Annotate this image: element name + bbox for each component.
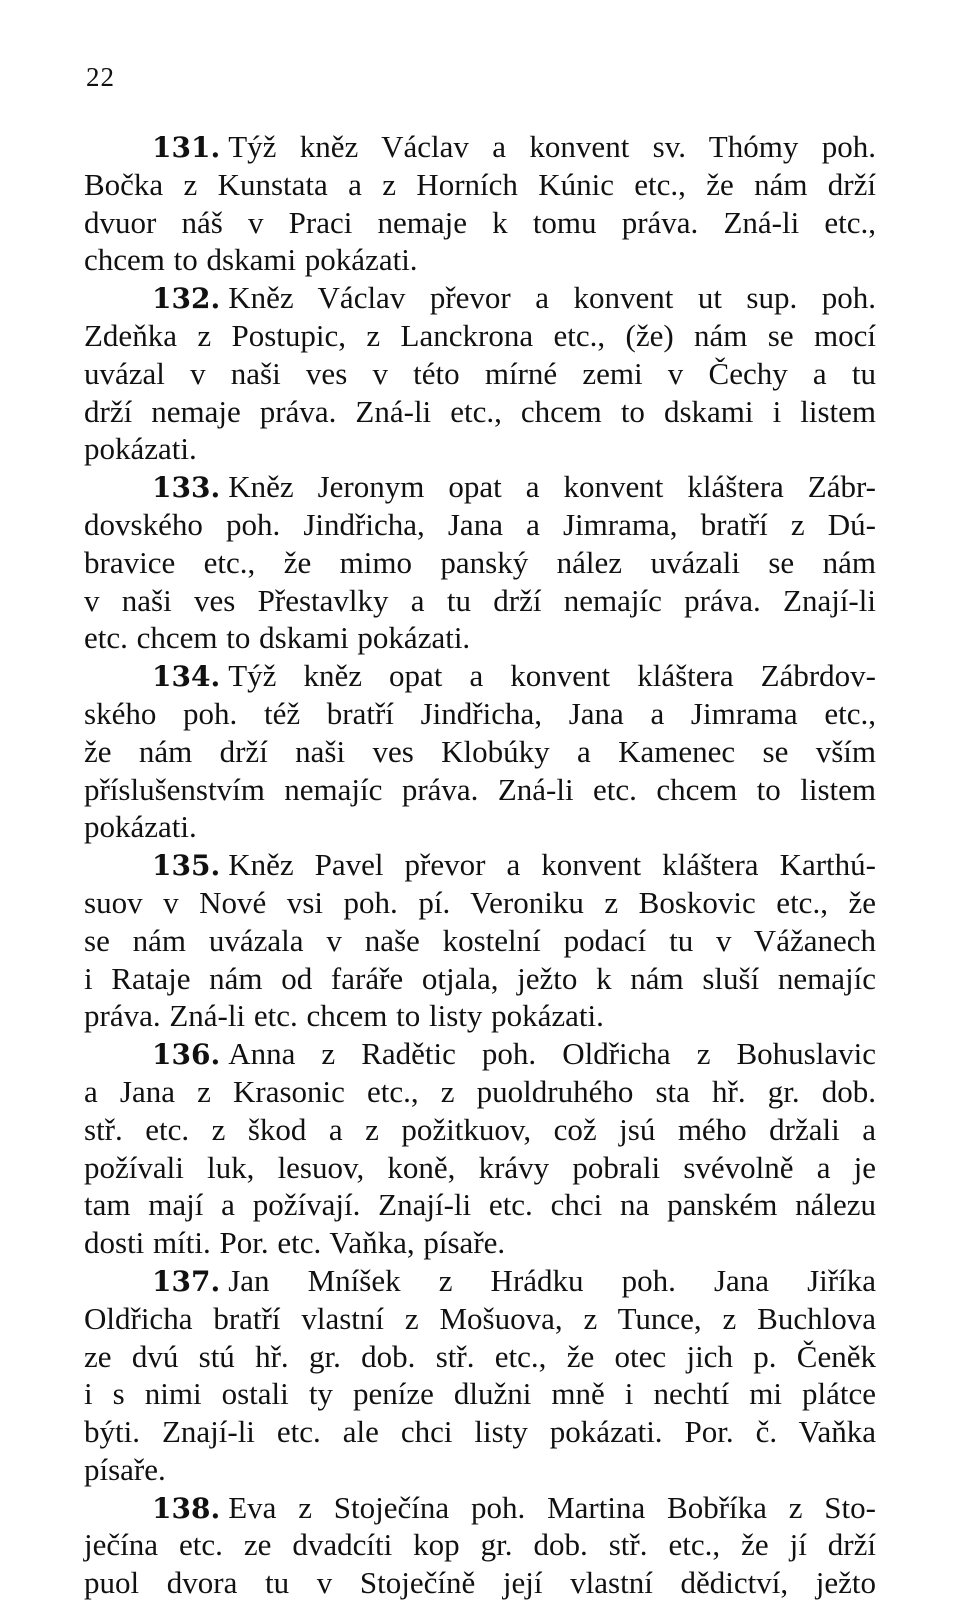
- entry-first-line: [84, 657, 876, 695]
- entry-first-line: [84, 279, 876, 317]
- line-text: Zdeňka z Postupic, z Lanckrona etc., (že) nám se mocí: [84, 317, 876, 353]
- entry-first-line: [84, 1489, 876, 1527]
- line-text: Kněz Jeronym opat a konvent kláštera Zábr-: [228, 469, 876, 505]
- text-line: [84, 355, 876, 393]
- line-text: ječína etc. ze dvadcíti kop gr. dob. stř. etc., že jí drží: [84, 1527, 876, 1563]
- line-text: bravice etc., že mimo panský nález uvázali se nám: [84, 544, 876, 580]
- entry-number: 132.: [152, 282, 221, 316]
- text-line: [84, 317, 876, 355]
- line-text: požívali luk, lesuov, koně, krávy pobrali svévolně a je: [84, 1149, 876, 1185]
- line-text: i s nimi ostali ty peníze dlužni mně i nechtí mi plátce: [84, 1376, 876, 1412]
- entry-number: 134.: [152, 660, 221, 694]
- text-line: [84, 1111, 876, 1149]
- text-line: [84, 619, 876, 657]
- line-text: práva. Zná-li etc. chcem to listy pokázati.: [84, 998, 604, 1034]
- text-line: [84, 1300, 876, 1338]
- text-line: [84, 997, 876, 1035]
- text-line: [84, 430, 876, 468]
- entry-number: 131.: [152, 131, 221, 164]
- line-text: Kněz Pavel převor a konvent kláštera Karthú-: [228, 847, 876, 883]
- text-line: [84, 1451, 876, 1489]
- entry-number: 138.: [152, 1491, 221, 1525]
- line-text: příslušenstvím nemajíc práva. Zná-li etc. chcem to listem: [84, 771, 876, 807]
- line-text: pokázati.: [84, 809, 197, 845]
- text-line: [84, 1413, 876, 1451]
- text-line: [84, 695, 876, 733]
- text-line: [84, 166, 876, 204]
- entry-number: 135.: [152, 849, 221, 883]
- text-line: [84, 1564, 876, 1602]
- text-line: [84, 582, 876, 620]
- entry-first-line: [84, 1262, 876, 1300]
- line-text: stř. etc. z škod a z požitkuov, což jsú mého držali a: [84, 1111, 876, 1147]
- line-text: že nám drží naši ves Klobúky a Kamenec se vším: [84, 733, 876, 769]
- line-text: Týž kněz opat a konvent kláštera Zábrdov-: [228, 658, 876, 694]
- entry-number: 133.: [152, 471, 221, 505]
- entry-number: 136.: [152, 1038, 221, 1072]
- text-line: [84, 1224, 876, 1262]
- text-line: [84, 1186, 876, 1224]
- text-line: [84, 808, 876, 846]
- text-line: [84, 1375, 876, 1413]
- line-text: Eva z Stoječína poh. Martina Bobříka z Sto-: [228, 1489, 876, 1525]
- line-text: ze dvú stú hř. gr. dob. stř. etc., že otec jich p. Čeněk: [84, 1338, 876, 1374]
- line-text: býti. Znají-li etc. ale chci listy pokázati. Por. č. Vaňka: [84, 1414, 876, 1450]
- text-line: [84, 771, 876, 809]
- line-text: Anna z Radětic poh. Oldřicha z Bohuslavic: [228, 1036, 876, 1072]
- entry-first-line: [84, 846, 876, 884]
- line-text: drží nemaje práva. Zná-li etc., chcem to dskami i listem: [84, 393, 876, 429]
- text-line: [84, 1073, 876, 1111]
- entry-number: 137.: [152, 1264, 221, 1298]
- line-text: a Jana z Krasonic etc., z puoldruhého sta hř. gr. dob.: [84, 1073, 876, 1109]
- text-line: [84, 1338, 876, 1376]
- text-line: [84, 733, 876, 771]
- line-text: Kněz Václav převor a konvent ut sup. poh.: [228, 280, 876, 316]
- line-text: dovského poh. Jindřicha, Jana a Jimrama, bratří z Dú-: [84, 506, 876, 542]
- line-text: i Rataje nám od faráře otjala, ježto k nám sluší nemajíc: [84, 960, 876, 996]
- line-text: Oldřicha bratří vlastní z Mošuova, z Tunce, z Buchlova: [84, 1300, 876, 1336]
- text-line: [84, 922, 876, 960]
- text-line: [84, 1526, 876, 1564]
- line-text: etc. chcem to dskami pokázati.: [84, 620, 471, 656]
- entry-first-line: [84, 468, 876, 506]
- text-line: [84, 506, 876, 544]
- line-text: puol dvora tu v Stoječíně její vlastní dědictví, ježto: [84, 1565, 876, 1601]
- line-text: ského poh. též bratří Jindřicha, Jana a Jimrama etc.,: [84, 695, 876, 731]
- line-text: Jan Mníšek z Hrádku poh. Jana Jiříka: [228, 1262, 876, 1298]
- body-text: [84, 128, 876, 1602]
- line-text: Týž kněz Václav a konvent sv. Thómy poh.: [228, 129, 876, 164]
- text-line: [84, 884, 876, 922]
- line-text: písaře.: [84, 1451, 166, 1487]
- line-text: v naši ves Přestavlky a tu drží nemajíc práva. Znají-li: [84, 582, 876, 618]
- line-text: se nám uvázala v naše kostelní podací tu v Vážanech: [84, 922, 876, 958]
- text-line: [84, 544, 876, 582]
- line-text: dvuor náš v Praci nemaje k tomu práva. Zná-li etc.,: [84, 204, 876, 240]
- line-text: pokázati.: [84, 431, 197, 467]
- entry-first-line: [84, 1035, 876, 1073]
- text-line: [84, 393, 876, 431]
- line-text: chcem to dskami pokázati.: [84, 242, 418, 278]
- line-text: tam mají a požívají. Znají-li etc. chci na panském nálezu: [84, 1187, 876, 1223]
- line-text: dosti míti. Por. etc. Vaňka, písaře.: [84, 1225, 506, 1261]
- page-number: 22: [86, 62, 115, 92]
- line-text: suov v Nové vsi poh. pí. Veroniku z Boskovic etc., že: [84, 884, 876, 920]
- entry-first-line: [84, 128, 876, 166]
- text-line: [84, 241, 876, 279]
- line-text: uvázal v naši ves v této mírné zemi v Čechy a tu: [84, 355, 876, 391]
- line-text: Bočka z Kunstata a z Horních Kúnic etc., že nám drží: [84, 166, 876, 202]
- text-line: [84, 204, 876, 242]
- text-line: [84, 1149, 876, 1187]
- text-line: [84, 960, 876, 998]
